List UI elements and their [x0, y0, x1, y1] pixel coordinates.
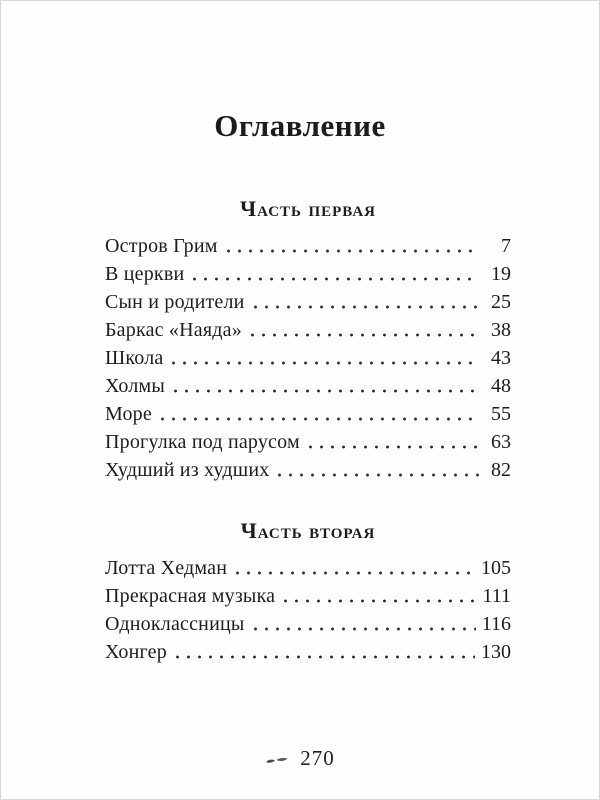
toc-entry-title: Остров Грим — [105, 235, 218, 257]
toc-entry-page: 43 — [491, 347, 511, 369]
toc-entry — [105, 292, 511, 312]
toc-entry-title: Сын и родители — [105, 291, 245, 313]
toc-entry-title: В церкви — [105, 263, 185, 285]
toc-entry-page: 19 — [491, 263, 511, 285]
toc-entry-title: Одноклассницы — [105, 613, 245, 635]
toc-entry-page: 82 — [491, 459, 511, 481]
dot-leader — [227, 249, 479, 253]
dot-leader — [172, 361, 479, 365]
toc-entry-title: Лотта Хедман — [105, 557, 228, 579]
toc-entry — [105, 348, 511, 368]
table-of-contents — [105, 197, 511, 662]
toc-entry-title: Прогулка под парусом — [105, 431, 300, 453]
toc-entry — [105, 404, 511, 424]
toc-entry — [105, 376, 511, 396]
toc-entry-page: 105 — [481, 557, 511, 579]
toc-entry — [105, 236, 511, 256]
toc-entry-page: 63 — [491, 431, 511, 453]
toc-entry-page: 55 — [491, 403, 511, 425]
dot-leader — [284, 599, 476, 603]
toc-entry — [105, 614, 511, 634]
dot-leader — [176, 655, 475, 659]
dot-leader — [193, 277, 479, 281]
toc-entry-page: 38 — [491, 319, 511, 341]
dot-leader — [251, 333, 479, 337]
toc-entry-page: 25 — [491, 291, 511, 313]
toc-entry — [105, 320, 511, 340]
dot-leader — [254, 627, 476, 631]
toc-entry-page: 116 — [481, 613, 511, 635]
toc-entry — [105, 264, 511, 284]
toc-entry-page: 48 — [491, 375, 511, 397]
toc-entry-page: 7 — [501, 235, 511, 257]
dot-leader — [309, 445, 479, 449]
page-footer — [1, 746, 599, 771]
toc-entry-title: Прекрасная музыка — [105, 585, 276, 607]
dot-leader — [236, 571, 475, 575]
folio-page-number: 270 — [300, 746, 335, 770]
toc-entry-title: Море — [105, 403, 152, 425]
toc-entry — [105, 558, 511, 578]
toc-entry-title: Школа — [105, 347, 164, 369]
toc-entry-page: 130 — [481, 641, 511, 663]
dot-leader — [254, 305, 479, 309]
toc-entry — [105, 432, 511, 452]
toc-entry-title: Хонгер — [105, 641, 167, 663]
toc-entry-title: Худший из худших — [105, 459, 270, 481]
toc-entry — [105, 642, 511, 662]
section-heading-part-one: Часть первая — [239, 196, 377, 221]
section-heading-part-two: Часть вторая — [240, 518, 376, 543]
page-title: Оглавление — [214, 108, 386, 143]
dot-leader — [278, 473, 479, 477]
toc-entry — [105, 586, 511, 606]
toc-entry-title: Холмы — [105, 375, 165, 397]
toc-entry — [105, 460, 511, 480]
wave-flourish-icon — [265, 755, 289, 767]
dot-leader — [161, 417, 479, 421]
dot-leader — [174, 389, 479, 393]
toc-entry-title: Баркас «Наяда» — [105, 319, 242, 341]
toc-entry-page: 111 — [482, 585, 511, 607]
